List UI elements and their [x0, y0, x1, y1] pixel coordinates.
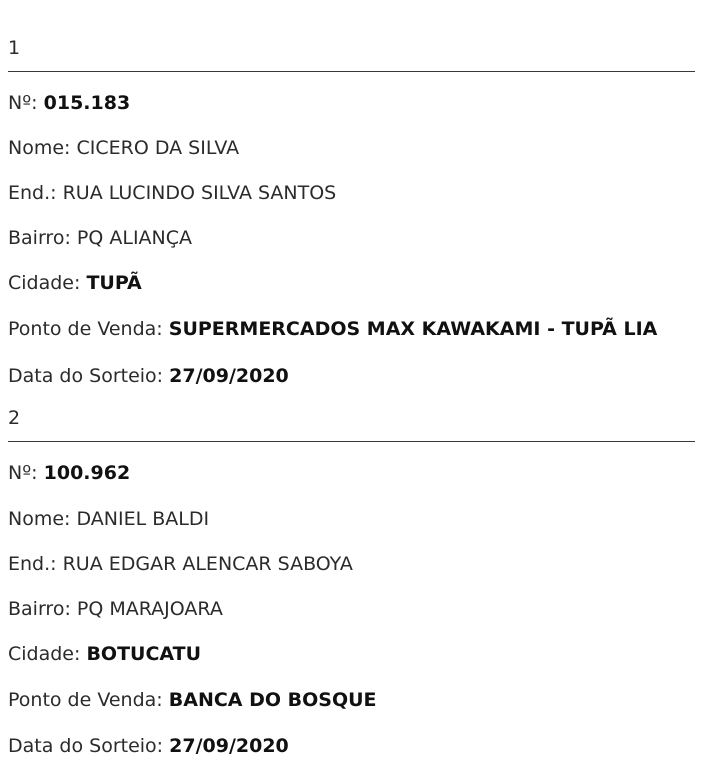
data-sorteio-row	[8, 734, 289, 758]
divider	[8, 71, 695, 72]
numero-label: Nº:	[8, 462, 38, 484]
bairro-value: PQ MARAJOARA	[76, 598, 223, 620]
endereco-row	[8, 181, 336, 205]
endereco-value: RUA LUCINDO SILVA SANTOS	[62, 182, 337, 204]
numero-row	[8, 461, 130, 485]
numero-value: 100.962	[43, 462, 131, 484]
nome-row	[8, 136, 239, 160]
bairro-row	[8, 597, 223, 621]
nome-label: Nome:	[8, 137, 71, 159]
bairro-row	[8, 226, 192, 250]
cidade-row	[8, 271, 142, 295]
nome-value: CICERO DA SILVA	[76, 137, 240, 159]
endereco-label: End.:	[8, 553, 57, 575]
cidade-value: TUPÃ	[86, 272, 142, 294]
nome-value: DANIEL BALDI	[76, 508, 210, 530]
nome-row	[8, 507, 209, 531]
entry-index: 1	[8, 37, 21, 59]
data-sorteio-value: 27/09/2020	[169, 735, 289, 757]
endereco-row	[8, 552, 353, 576]
divider	[8, 441, 695, 442]
bairro-value: PQ ALIANÇA	[76, 227, 193, 249]
ponto-venda-row	[8, 317, 657, 341]
cidade-value: BOTUCATU	[86, 643, 202, 665]
numero-row	[8, 91, 130, 115]
bairro-label: Bairro:	[8, 598, 71, 620]
data-sorteio-value: 27/09/2020	[169, 365, 289, 387]
entry-index: 2	[8, 407, 21, 429]
numero-label: Nº:	[8, 92, 38, 114]
data-sorteio-label: Data do Sorteio:	[8, 365, 164, 387]
bairro-label: Bairro:	[8, 227, 71, 249]
endereco-value: RUA EDGAR ALENCAR SABOYA	[62, 553, 353, 575]
ponto-venda-row	[8, 688, 377, 712]
endereco-label: End.:	[8, 182, 57, 204]
data-sorteio-row	[8, 364, 289, 388]
ponto-venda-label: Ponto de Venda:	[8, 318, 163, 340]
cidade-row	[8, 642, 201, 666]
numero-value: 015.183	[43, 92, 131, 114]
ponto-venda-label: Ponto de Venda:	[8, 689, 163, 711]
nome-label: Nome:	[8, 508, 71, 530]
cidade-label: Cidade:	[8, 643, 81, 665]
ponto-venda-value: SUPERMERCADOS MAX KAWAKAMI - TUPÃ LIA	[168, 318, 658, 340]
ponto-venda-value: BANCA DO BOSQUE	[168, 689, 377, 711]
cidade-label: Cidade:	[8, 272, 81, 294]
data-sorteio-label: Data do Sorteio:	[8, 735, 164, 757]
